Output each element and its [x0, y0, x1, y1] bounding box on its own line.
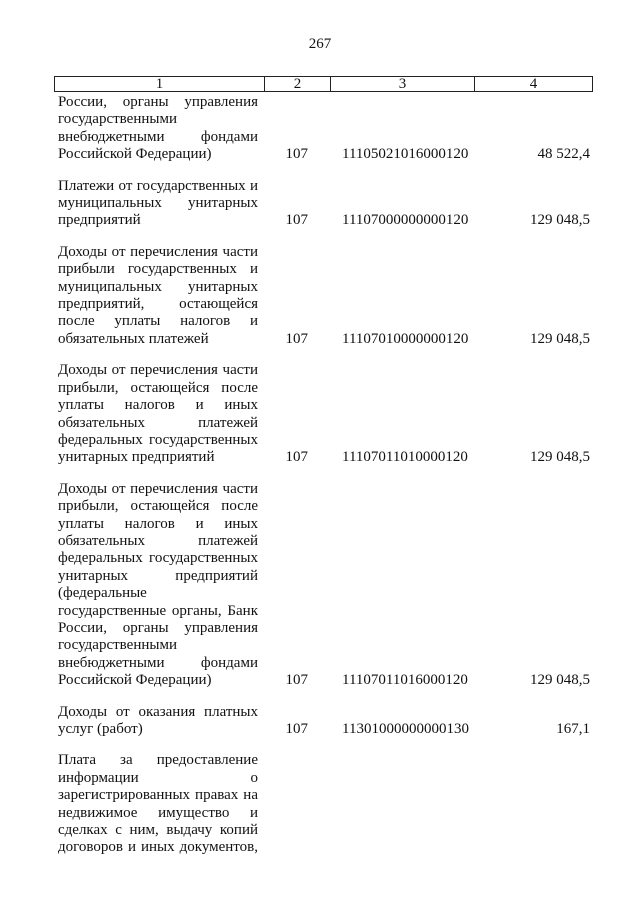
row-description	[58, 752, 258, 856]
row-kbk: 11107011016000120	[342, 672, 468, 689]
description-line: обязательных платежей	[58, 414, 258, 431]
description-line: Плата за предоставление	[58, 752, 258, 769]
row-code: 107	[285, 212, 308, 229]
table-row	[0, 94, 640, 164]
description-line: уплаты налогов и иных	[58, 515, 258, 532]
row-kbk: 11107000000000120	[342, 212, 469, 229]
description-line: внебюджетными фондами	[58, 654, 258, 671]
description-line: зарегистрированных правах на	[58, 787, 258, 804]
description-line: обязательных платежей	[58, 532, 258, 549]
description-line: унитарных предприятий	[58, 449, 215, 466]
description-line: прибыли государственных и	[58, 261, 258, 278]
row-amount: 48 522,4	[537, 146, 590, 163]
table-header	[54, 76, 593, 92]
header-col-2: 2	[265, 77, 331, 91]
row-description	[58, 704, 258, 739]
row-description	[58, 178, 258, 230]
table-row	[0, 704, 640, 739]
description-line: федеральных государственных	[58, 550, 258, 567]
description-line: муниципальных унитарных	[58, 195, 258, 212]
table-row	[0, 752, 640, 856]
description-line: Российской Федерации)	[58, 146, 212, 163]
description-line: после уплаты налогов и	[58, 313, 258, 330]
description-line: уплаты налогов и иных	[58, 397, 258, 414]
description-line: прибыли, остающейся после	[58, 379, 258, 396]
description-line: внебюджетными фондами	[58, 128, 258, 145]
page-number: 267	[308, 36, 332, 52]
description-line: государственными	[58, 111, 177, 128]
row-kbk: 11301000000000130	[342, 721, 469, 737]
description-line: России, органы управления	[58, 94, 258, 110]
description-line: муниципальных унитарных	[58, 278, 258, 295]
table-row	[0, 178, 640, 230]
row-code: 107	[285, 146, 308, 163]
row-amount: 129 048,5	[530, 330, 590, 347]
row-kbk: 11105021016000120	[342, 146, 469, 163]
description-line: унитарных предприятий	[58, 567, 258, 584]
description-line: обязательных платежей	[58, 330, 209, 347]
description-line: федеральных государственных	[58, 431, 258, 448]
header-col-4: 4	[529, 76, 538, 92]
description-line: услуг (работ)	[58, 721, 143, 737]
row-amount: 129 048,5	[530, 212, 590, 229]
row-kbk: 11107010000000120	[342, 330, 469, 347]
row-description	[58, 362, 258, 466]
row-code: 107	[285, 672, 308, 689]
row-description	[58, 244, 258, 348]
description-line: Доходы от оказания платных	[58, 703, 258, 720]
table-row	[0, 481, 640, 690]
description-line: государственными	[58, 637, 177, 654]
row-code: 107	[285, 330, 308, 347]
row-description	[58, 94, 258, 164]
header-col-3: 3	[331, 77, 475, 91]
description-line: договоров и иных документов,	[58, 839, 258, 856]
table-body	[0, 94, 640, 871]
description-line: Доходы от перечисления части	[58, 480, 258, 497]
description-line: России, органы управления	[58, 619, 258, 636]
row-kbk: 11107011010000120	[342, 449, 468, 466]
description-line: информации о	[58, 769, 258, 786]
description-line: сделках с ним, выдачу копий	[58, 822, 258, 839]
description-line: предприятий	[58, 212, 141, 229]
row-amount: 167,1	[556, 721, 590, 737]
description-line: недвижимое имущество и	[58, 804, 258, 821]
row-code: 107	[285, 449, 308, 466]
description-line: (федеральные	[58, 585, 147, 602]
description-line: государственные органы, Банк	[58, 602, 258, 619]
table-row	[0, 362, 640, 466]
row-amount: 129 048,5	[530, 449, 590, 466]
row-description	[58, 481, 258, 690]
description-line: Платежи от государственных и	[58, 177, 258, 194]
description-line: Доходы от перечисления части	[58, 362, 258, 379]
description-line: Российской Федерации)	[58, 672, 212, 689]
row-code: 107	[285, 721, 308, 737]
description-line: Доходы от перечисления части	[58, 243, 258, 260]
table-row	[0, 244, 640, 348]
description-line: прибыли, остающейся после	[58, 498, 258, 515]
row-amount: 129 048,5	[530, 672, 590, 689]
header-col-1: 1	[55, 77, 265, 91]
description-line: предприятий, остающейся	[58, 296, 258, 313]
